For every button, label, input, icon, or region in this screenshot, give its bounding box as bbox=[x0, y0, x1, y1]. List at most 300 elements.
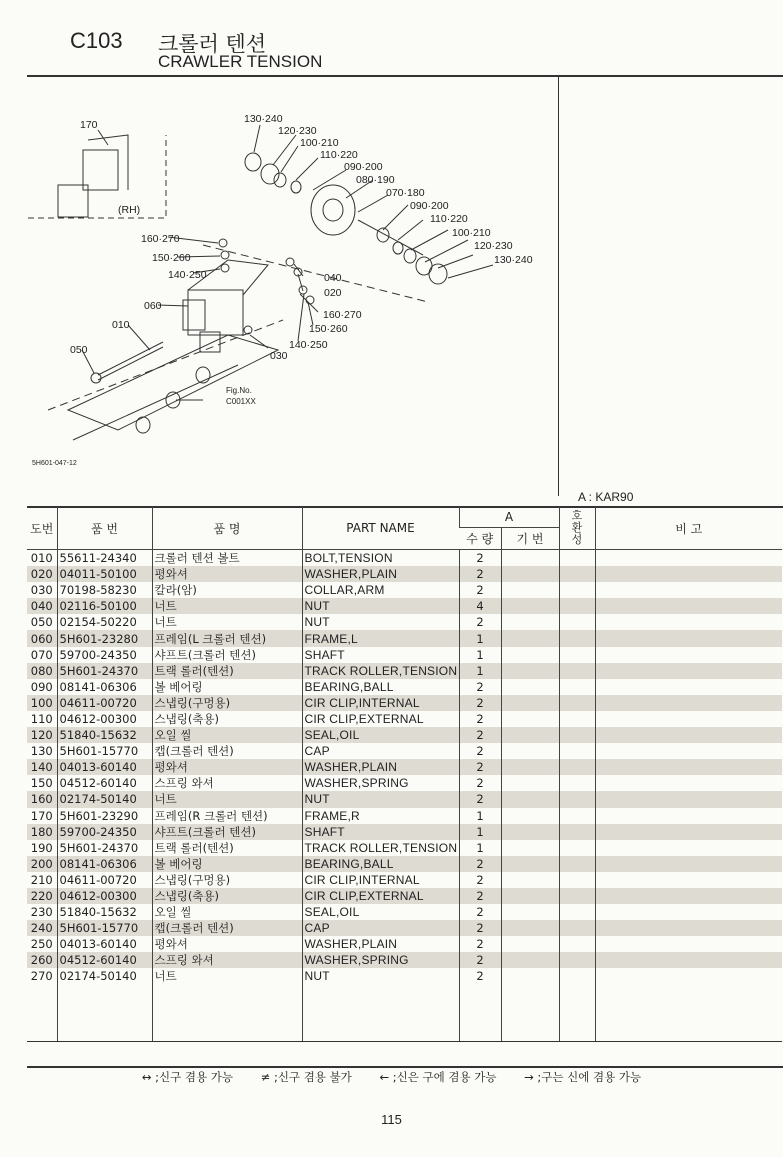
callout-label: 050 bbox=[70, 344, 88, 356]
table-row bbox=[27, 775, 782, 791]
legend-item: → ;구는 신에 겸용 가능 bbox=[524, 1070, 642, 1084]
col-ref: 도번 bbox=[27, 507, 57, 550]
name-ko-cell: 샤프트(크롤러 텐션) bbox=[152, 647, 302, 663]
part-no-cell: 02116-50100 bbox=[57, 598, 152, 614]
callout-label: 060 bbox=[144, 300, 162, 312]
callout-label: 120·230 bbox=[474, 240, 513, 252]
qty-cell: 2 bbox=[459, 550, 501, 567]
fig-no-label: Fig.No. bbox=[226, 386, 252, 395]
compat-cell bbox=[559, 614, 595, 630]
compat-cell bbox=[559, 582, 595, 598]
part-name-cell: CAP bbox=[302, 920, 459, 936]
table-row bbox=[27, 936, 782, 952]
qty-cell: 2 bbox=[459, 566, 501, 582]
remarks-cell bbox=[595, 679, 782, 695]
base-cell bbox=[501, 840, 559, 856]
table-row bbox=[27, 647, 782, 663]
name-ko-cell: 볼 베어링 bbox=[152, 856, 302, 872]
part-name-cell: WASHER,SPRING bbox=[302, 952, 459, 968]
table-row bbox=[27, 791, 782, 807]
ref-cell: 230 bbox=[30, 905, 53, 920]
table-row bbox=[27, 968, 782, 984]
part-name-cell: NUT bbox=[302, 614, 459, 630]
compat-legend bbox=[0, 1069, 783, 1085]
table-row bbox=[27, 856, 782, 872]
remarks-cell bbox=[595, 904, 782, 920]
ref-cell: 080 bbox=[27, 663, 57, 679]
ref-cell: 120 bbox=[27, 727, 57, 743]
callout-label: 120·230 bbox=[278, 125, 317, 137]
qty-cell: 1 bbox=[459, 630, 501, 646]
compat-cell bbox=[559, 775, 595, 791]
qty-cell: 2 bbox=[459, 743, 501, 759]
part-no-cell: 04611-00720 bbox=[57, 695, 152, 711]
compat-cell bbox=[559, 695, 595, 711]
empty-cell bbox=[152, 985, 302, 1042]
legend-item: ≠ ;신구 겸용 불가 bbox=[260, 1070, 352, 1084]
part-name-cell: WASHER,PLAIN bbox=[302, 759, 459, 775]
parts-table bbox=[27, 507, 782, 1042]
base-cell bbox=[501, 775, 559, 791]
ref-cell: 010 bbox=[30, 551, 53, 566]
name-ko-cell: 프레임(L 크롤러 텐션) bbox=[152, 630, 302, 646]
table-row bbox=[27, 743, 782, 759]
compat-cell bbox=[559, 824, 595, 840]
empty-row bbox=[27, 985, 782, 1042]
callout-label: 160·270 bbox=[323, 309, 362, 321]
qty-cell: 2 bbox=[459, 904, 501, 920]
part-no-cell: 04512-60140 bbox=[57, 952, 152, 968]
part-name-cell: CIR CLIP,EXTERNAL bbox=[302, 888, 459, 904]
qty-cell: 2 bbox=[459, 614, 501, 630]
table-row bbox=[27, 920, 782, 936]
part-name-cell: CIR CLIP,EXTERNAL bbox=[302, 711, 459, 727]
part-name-cell: FRAME,L bbox=[302, 630, 459, 646]
col-compat: 호환성 bbox=[559, 507, 595, 550]
part-no-cell: 04011-50100 bbox=[57, 566, 152, 582]
base-cell bbox=[501, 936, 559, 952]
ref-cell: 130 bbox=[30, 744, 53, 759]
part-no-cell: 04612-00300 bbox=[57, 888, 152, 904]
remarks-cell bbox=[595, 566, 782, 582]
part-no-cell: 5H601-15770 bbox=[57, 743, 152, 759]
part-no-cell: 70198-58230 bbox=[57, 582, 152, 598]
table-row bbox=[27, 727, 782, 743]
base-cell bbox=[501, 647, 559, 663]
fig-code: C001XX bbox=[226, 397, 256, 406]
base-cell bbox=[501, 566, 559, 582]
name-ko-cell: 오일 씰 bbox=[152, 727, 302, 743]
table-row bbox=[27, 824, 782, 840]
remarks-cell bbox=[595, 888, 782, 904]
callout-label: 130·240 bbox=[244, 113, 283, 125]
empty-cell bbox=[559, 985, 595, 1042]
part-no-cell: 5H601-15770 bbox=[57, 920, 152, 936]
table-row bbox=[27, 550, 782, 567]
remarks-cell bbox=[595, 952, 782, 968]
ref-cell: 040 bbox=[27, 598, 57, 614]
callout-label: 100·210 bbox=[452, 227, 491, 239]
callout-label: 090·200 bbox=[410, 200, 449, 212]
callout-label: 070·180 bbox=[386, 187, 425, 199]
name-ko-cell: 스프링 와셔 bbox=[152, 775, 302, 791]
part-name-cell: CIR CLIP,INTERNAL bbox=[302, 695, 459, 711]
part-no-cell: 55611-24340 bbox=[57, 550, 152, 567]
part-name-cell: BEARING,BALL bbox=[302, 679, 459, 695]
remarks-cell bbox=[595, 630, 782, 646]
part-name-cell: WASHER,PLAIN bbox=[302, 566, 459, 582]
ref-cell: 240 bbox=[27, 920, 57, 936]
name-ko-cell: 너트 bbox=[152, 614, 302, 630]
remarks-cell bbox=[595, 936, 782, 952]
compat-cell bbox=[559, 630, 595, 646]
title-english: CRAWLER TENSION bbox=[158, 52, 323, 71]
part-no-cell: 02174-50140 bbox=[57, 791, 152, 807]
compat-cell bbox=[559, 936, 595, 952]
name-ko-cell: 스냅링(구멍용) bbox=[152, 695, 302, 711]
compat-cell bbox=[559, 711, 595, 727]
name-ko-cell: 스냅링(축용) bbox=[152, 711, 302, 727]
part-no-cell: 5H601-24370 bbox=[57, 663, 152, 679]
name-ko-cell: 볼 베어링 bbox=[152, 679, 302, 695]
callout-label: 080·190 bbox=[356, 174, 395, 186]
exploded-diagram bbox=[28, 80, 558, 495]
base-cell bbox=[501, 582, 559, 598]
part-name-cell: BOLT,TENSION bbox=[302, 550, 459, 567]
part-no-cell: 08141-06306 bbox=[57, 856, 152, 872]
empty-cell bbox=[501, 985, 559, 1042]
ref-cell: 190 bbox=[30, 840, 53, 855]
qty-cell: 2 bbox=[459, 920, 501, 936]
part-name-cell: BEARING,BALL bbox=[302, 856, 459, 872]
table-row bbox=[27, 614, 782, 630]
ref-cell: 170 bbox=[30, 808, 53, 823]
part-name-cell: NUT bbox=[302, 791, 459, 807]
ref-cell: 260 bbox=[27, 952, 57, 968]
ref-cell: 180 bbox=[27, 824, 57, 840]
remarks-cell bbox=[595, 614, 782, 630]
part-no-cell: 04612-00300 bbox=[57, 711, 152, 727]
name-ko-cell: 오일 씰 bbox=[152, 904, 302, 920]
base-cell bbox=[501, 663, 559, 679]
table-row bbox=[27, 840, 782, 856]
qty-cell: 2 bbox=[459, 582, 501, 598]
part-name-cell: SHAFT bbox=[302, 824, 459, 840]
empty-cell bbox=[459, 985, 501, 1042]
callout-label: 130·240 bbox=[494, 254, 533, 266]
part-no-cell: 02174-50140 bbox=[57, 968, 152, 984]
qty-cell: 1 bbox=[459, 663, 501, 679]
callout-label: 150·260 bbox=[309, 323, 348, 335]
part-no-cell: 02154-50220 bbox=[57, 614, 152, 630]
ref-cell: 060 bbox=[27, 630, 57, 646]
part-no-cell: 59700-24350 bbox=[57, 824, 152, 840]
compat-cell bbox=[559, 952, 595, 968]
callout-label: (RH) bbox=[118, 204, 141, 216]
callout-label: 110·220 bbox=[320, 149, 358, 161]
empty-cell bbox=[57, 985, 152, 1042]
remarks-cell bbox=[595, 824, 782, 840]
qty-cell: 2 bbox=[459, 791, 501, 807]
diagram-divider bbox=[558, 76, 559, 496]
name-ko-cell: 너트 bbox=[152, 598, 302, 614]
part-name-cell: NUT bbox=[302, 598, 459, 614]
remarks-cell bbox=[595, 598, 782, 614]
name-ko-cell: 캡(크롤러 텐션) bbox=[152, 743, 302, 759]
table-row bbox=[27, 952, 782, 968]
part-no-cell: 5H601-24370 bbox=[57, 840, 152, 856]
base-cell bbox=[501, 630, 559, 646]
col-part-name: PART NAME bbox=[302, 507, 459, 550]
ref-cell: 020 bbox=[27, 566, 57, 582]
qty-cell: 2 bbox=[459, 679, 501, 695]
base-cell bbox=[501, 614, 559, 630]
part-name-cell: SEAL,OIL bbox=[302, 904, 459, 920]
base-cell bbox=[501, 888, 559, 904]
empty-cell bbox=[27, 985, 57, 1042]
base-cell bbox=[501, 727, 559, 743]
remarks-cell bbox=[595, 550, 782, 567]
table-row bbox=[27, 566, 782, 582]
table-row bbox=[27, 711, 782, 727]
remarks-cell bbox=[595, 808, 782, 824]
base-cell bbox=[501, 695, 559, 711]
footer-rule bbox=[27, 1066, 783, 1068]
qty-cell: 2 bbox=[459, 872, 501, 888]
ref-cell: 110 bbox=[30, 711, 53, 726]
part-no-cell: 08141-06306 bbox=[57, 679, 152, 695]
name-ko-cell: 스냅링(축용) bbox=[152, 888, 302, 904]
name-ko-cell: 너트 bbox=[152, 968, 302, 984]
ref-cell: 090 bbox=[30, 679, 53, 694]
legend-item: ↔ ;신구 겸용 가능 bbox=[141, 1070, 233, 1084]
compat-cell bbox=[559, 840, 595, 856]
remarks-cell bbox=[595, 791, 782, 807]
callout-label: 100·210 bbox=[300, 137, 339, 149]
callout-label: 140·250 bbox=[289, 339, 328, 351]
part-name-cell: NUT bbox=[302, 968, 459, 984]
qty-cell: 1 bbox=[459, 808, 501, 824]
catalog-code: C103 bbox=[70, 28, 123, 53]
ref-cell: 070 bbox=[30, 647, 53, 662]
compat-cell bbox=[559, 566, 595, 582]
remarks-cell bbox=[595, 759, 782, 775]
part-no-cell: 04611-00720 bbox=[57, 872, 152, 888]
compat-cell bbox=[559, 598, 595, 614]
title-korean: 크롤러 텐션 bbox=[158, 32, 267, 56]
name-ko-cell: 트랙 롤러(텐션) bbox=[152, 663, 302, 679]
part-name-cell: TRACK ROLLER,TENSION bbox=[302, 663, 459, 679]
qty-cell: 2 bbox=[459, 968, 501, 984]
col-remarks: 비 고 bbox=[595, 507, 782, 550]
compat-cell bbox=[559, 743, 595, 759]
col-qty: 수 량 bbox=[459, 528, 501, 550]
qty-cell: 2 bbox=[459, 952, 501, 968]
table-row bbox=[27, 888, 782, 904]
name-ko-cell: 샤프트(크롤러 텐션) bbox=[152, 824, 302, 840]
table-row bbox=[27, 679, 782, 695]
compat-cell bbox=[559, 727, 595, 743]
name-ko-cell: 캡(크롤러 텐션) bbox=[152, 920, 302, 936]
part-no-cell: 04013-60140 bbox=[57, 936, 152, 952]
table-row bbox=[27, 695, 782, 711]
empty-cell bbox=[595, 985, 782, 1042]
base-cell bbox=[501, 743, 559, 759]
compat-cell bbox=[559, 872, 595, 888]
remarks-cell bbox=[595, 840, 782, 856]
compat-cell bbox=[559, 904, 595, 920]
part-name-cell: WASHER,PLAIN bbox=[302, 936, 459, 952]
table-row bbox=[27, 630, 782, 646]
name-ko-cell: 평와셔 bbox=[152, 566, 302, 582]
table-row bbox=[27, 872, 782, 888]
part-no-cell: 5H601-23290 bbox=[57, 808, 152, 824]
ref-cell: 150 bbox=[30, 776, 53, 791]
qty-cell: 1 bbox=[459, 647, 501, 663]
ref-cell: 250 bbox=[30, 937, 53, 952]
table-row bbox=[27, 582, 782, 598]
qty-cell: 2 bbox=[459, 695, 501, 711]
name-ko-cell: 너트 bbox=[152, 791, 302, 807]
part-name-cell: COLLAR,ARM bbox=[302, 582, 459, 598]
parts-rows bbox=[27, 550, 782, 1042]
part-name-cell: SEAL,OIL bbox=[302, 727, 459, 743]
empty-cell bbox=[302, 985, 459, 1042]
compat-cell bbox=[559, 759, 595, 775]
compat-cell bbox=[559, 679, 595, 695]
ref-cell: 270 bbox=[30, 969, 53, 984]
name-ko-cell: 스냅링(구멍용) bbox=[152, 872, 302, 888]
header-rule bbox=[27, 75, 783, 77]
ref-cell: 140 bbox=[27, 759, 57, 775]
table-row bbox=[27, 663, 782, 679]
callout-label: 110·220 bbox=[430, 213, 468, 225]
name-ko-cell: 칼라(암) bbox=[152, 582, 302, 598]
page-number: 115 bbox=[381, 1112, 402, 1127]
name-ko-cell: 평와셔 bbox=[152, 936, 302, 952]
base-cell bbox=[501, 598, 559, 614]
col-part-no: 품 번 bbox=[57, 507, 152, 550]
remarks-cell bbox=[595, 695, 782, 711]
col-group-a: A bbox=[459, 507, 559, 528]
qty-cell: 2 bbox=[459, 856, 501, 872]
part-name-cell: WASHER,SPRING bbox=[302, 775, 459, 791]
callout-label: 140·250 bbox=[168, 269, 207, 281]
ref-cell: 100 bbox=[27, 695, 57, 711]
qty-cell: 4 bbox=[459, 598, 501, 614]
compat-cell bbox=[559, 791, 595, 807]
model-note: A : KAR90 bbox=[578, 490, 634, 504]
remarks-cell bbox=[595, 920, 782, 936]
remarks-cell bbox=[595, 727, 782, 743]
part-name-cell: CIR CLIP,INTERNAL bbox=[302, 872, 459, 888]
base-cell bbox=[501, 759, 559, 775]
remarks-cell bbox=[595, 872, 782, 888]
callout-label: 010 bbox=[112, 319, 130, 331]
ref-cell: 030 bbox=[30, 583, 53, 598]
qty-cell: 2 bbox=[459, 936, 501, 952]
base-cell bbox=[501, 679, 559, 695]
drawing-number: 5H601-047-12 bbox=[32, 460, 77, 467]
base-cell bbox=[501, 711, 559, 727]
legend-item: ← ;신은 구에 겸용 가능 bbox=[379, 1070, 497, 1084]
compat-cell bbox=[559, 663, 595, 679]
ref-cell: 050 bbox=[30, 615, 53, 630]
remarks-cell bbox=[595, 743, 782, 759]
callout-label: 090·200 bbox=[344, 161, 383, 173]
remarks-cell bbox=[595, 711, 782, 727]
base-cell bbox=[501, 856, 559, 872]
name-ko-cell: 평와셔 bbox=[152, 759, 302, 775]
callout-label: 030 bbox=[270, 350, 288, 362]
base-cell bbox=[501, 808, 559, 824]
callout-label: 150·260 bbox=[152, 252, 191, 264]
remarks-cell bbox=[595, 856, 782, 872]
name-ko-cell: 트랙 롤러(텐션) bbox=[152, 840, 302, 856]
ref-cell: 200 bbox=[27, 856, 57, 872]
qty-cell: 1 bbox=[459, 824, 501, 840]
col-name-ko: 품 명 bbox=[152, 507, 302, 550]
part-name-cell: FRAME,R bbox=[302, 808, 459, 824]
compat-cell bbox=[559, 647, 595, 663]
base-cell bbox=[501, 904, 559, 920]
part-no-cell: 5H601-23280 bbox=[57, 630, 152, 646]
part-name-cell: TRACK ROLLER,TENSION bbox=[302, 840, 459, 856]
base-cell bbox=[501, 872, 559, 888]
remarks-cell bbox=[595, 647, 782, 663]
ref-cell: 220 bbox=[27, 888, 57, 904]
table-row bbox=[27, 904, 782, 920]
name-ko-cell: 크롤러 텐션 볼트 bbox=[152, 550, 302, 567]
qty-cell: 2 bbox=[459, 759, 501, 775]
part-no-cell: 04512-60140 bbox=[57, 775, 152, 791]
remarks-cell bbox=[595, 775, 782, 791]
ref-cell: 210 bbox=[30, 872, 53, 887]
table-row bbox=[27, 808, 782, 824]
callout-label: 020 bbox=[324, 287, 342, 299]
name-ko-cell: 프레임(R 크롤러 텐션) bbox=[152, 808, 302, 824]
compat-cell bbox=[559, 550, 595, 567]
qty-cell: 2 bbox=[459, 727, 501, 743]
compat-cell bbox=[559, 856, 595, 872]
compat-cell bbox=[559, 920, 595, 936]
callout-label: 170 bbox=[80, 119, 98, 131]
qty-cell: 2 bbox=[459, 711, 501, 727]
base-cell bbox=[501, 550, 559, 567]
callout-label: 160·270 bbox=[141, 233, 180, 245]
base-cell bbox=[501, 791, 559, 807]
remarks-cell bbox=[595, 968, 782, 984]
base-cell bbox=[501, 920, 559, 936]
ref-cell: 160 bbox=[27, 791, 57, 807]
table-row bbox=[27, 759, 782, 775]
remarks-cell bbox=[595, 582, 782, 598]
part-name-cell: CAP bbox=[302, 743, 459, 759]
name-ko-cell: 스프링 와셔 bbox=[152, 952, 302, 968]
qty-cell: 2 bbox=[459, 888, 501, 904]
compat-cell bbox=[559, 968, 595, 984]
base-cell bbox=[501, 968, 559, 984]
qty-cell: 2 bbox=[459, 775, 501, 791]
part-name-cell: SHAFT bbox=[302, 647, 459, 663]
col-base: 기 번 bbox=[501, 528, 559, 550]
part-no-cell: 59700-24350 bbox=[57, 647, 152, 663]
compat-cell bbox=[559, 888, 595, 904]
callout-label: 040 bbox=[324, 272, 342, 284]
part-no-cell: 51840-15632 bbox=[57, 904, 152, 920]
remarks-cell bbox=[595, 663, 782, 679]
part-no-cell: 51840-15632 bbox=[57, 727, 152, 743]
